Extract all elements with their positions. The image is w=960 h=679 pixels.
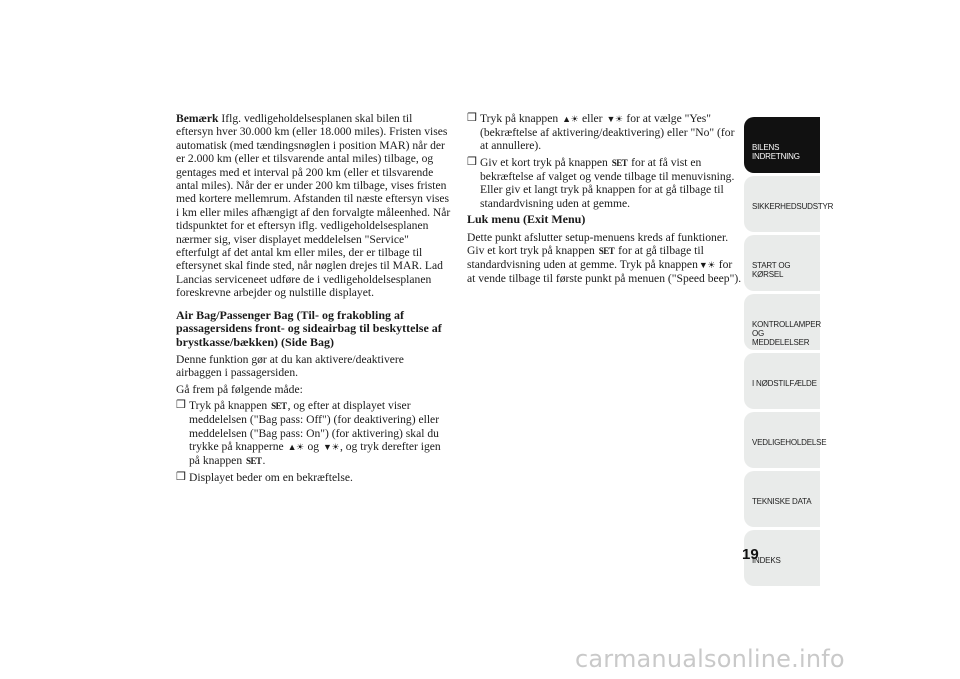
set-button-icon: SET [598,245,615,256]
set-button-icon: SET [611,157,628,168]
tab-tekniske-data[interactable] [744,471,820,527]
bullet-box-icon: ❒ [176,471,186,484]
tab-sikkerhedsudstyr[interactable] [744,176,834,232]
bullet-text: Tryk på knappen [480,112,559,125]
set-button-icon: SET [271,400,287,411]
tab-label: START OG KØRSEL [752,261,791,279]
note-text: Iflg. vedligeholdelsesplanen skal bilen til eftersyn hver 30.000 km (eller 18.000 miles). Fristen vises automatisk (med tændingsnøglen i position MAR) når der er 2.000 km (eller et tilsvarende antal miles) tilbage, og gentages med et interval på 200 km (eller et tilsvarende antal miles). Når der er under 200 km tilbage, vises fristen med kortere mellemrum. Afstanden til næste eftersyn vises i km eller miles afhængigt af den forvalgte måleenhed. Når tidspunktet for et eftersyn iflg. vedligeholdelsesplanen nærmer sig, viser displayet meddelelsen "Service" efterfulgt af det antal km eller miles, der er tilbage til eftersynet skal finde sted, når nøglen drejes til MAR. Lad Lancias serviceneet udføre de i vedligeholdelsesplanen foreskrevne arbejder og nulstille displayet. [176,112,451,300]
left-column [176,112,451,487]
bullet-text: . [262,454,266,468]
tab-vedligeholdelse[interactable] [744,412,827,468]
bullet-text: Tryk på knappen [189,399,268,413]
paragraph-text: Dette punkt afslutter setup-menuens kreds af funktioner. Giv et kort tryk på knappen [467,230,729,257]
watermark: carmanualsonline.info [575,645,845,673]
tab-label: INDEKS [752,556,781,565]
list-item [176,399,451,468]
list-item [467,156,742,210]
bullet-text: eller [581,112,603,125]
note-paragraph [176,112,451,300]
set-button-icon: SET [246,455,262,466]
steps-intro: Gå frem på følgende måde: [176,382,303,396]
bullet-text: Displayet beder om en bekræftelse. [189,471,353,485]
down-button-icon: ▼☀ [698,259,715,270]
bullet-text: , og tryk derefter igen på knappen [189,439,441,468]
bullet-text: for at vælge "Yes" (bekræftelse af aktivering/deaktivering) eller "No" (for at annullere). [480,112,735,153]
tab-label: SIKKERHEDSUDSTYR [752,202,834,211]
down-button-icon: ▼☀ [322,441,339,452]
bullet-text: for at få vist en bekræftelse af valget og vende tilbage til menuvisning. Eller giv et langt tryk på knappen for at gå tilbage til standardvisning uden at gemme. [480,155,735,210]
bullet-text: Giv et kort tryk på knappen [480,155,608,169]
bullet-text: og [307,439,320,453]
tab-bilens-indretning[interactable] [744,117,820,173]
airbag-intro: Denne funktion gør at du kan aktivere/deaktivere airbaggen i passagersiden. [176,352,404,380]
bullet-box-icon: ❒ [467,112,477,124]
tab-label: KONTROLLAMPER OG MEDDELELSER [752,320,821,347]
list-item [176,471,451,484]
right-column [467,112,742,288]
chapter-tabs [744,117,834,589]
tab-label: I NØDSTILFÆLDE [752,379,817,388]
tab-i-nodstilfaelde[interactable] [744,353,820,409]
tab-start-og-korsel[interactable] [744,235,820,291]
list-item [467,112,742,153]
paragraph-text: for at gå tilbage til standardvisning uden at gemme. Tryk på knappen [467,243,704,271]
down-button-icon: ▼☀ [606,113,623,124]
paragraph-text: for at vende tilbage til første punkt på menuen ("Speed beep"). [467,257,742,286]
note-label: Bemærk [176,112,219,125]
bullet-box-icon: ❒ [467,155,477,168]
tab-label: TEKNISKE DATA [752,497,812,506]
up-button-icon: ▲☀ [562,113,579,124]
up-button-icon: ▲☀ [287,441,304,452]
page-number: 19 [742,546,759,563]
exit-menu-paragraph [467,231,742,286]
bullet-text: , og efter at displayet viser meddelelsen ("Bag pass: Off") (for deaktivering) eller meddelelsen ("Bag pass: On") (for aktivering) skal du trykke på knapperne [189,399,440,453]
tab-label: VEDLIGEHOLDELSE [752,438,827,447]
airbag-section-title: Air Bag/Passenger Bag (Til- og frakobling af passagersidens front- og sideairbag til beskyttelse af brystkasse/bækken) (Side Bag) [176,307,442,349]
tab-kontrollamper[interactable] [744,294,820,350]
tab-label: BILENS INDRETNING [752,143,800,161]
bullet-box-icon: ❒ [176,399,186,412]
exit-menu-title: Luk menu (Exit Menu) [467,212,586,227]
